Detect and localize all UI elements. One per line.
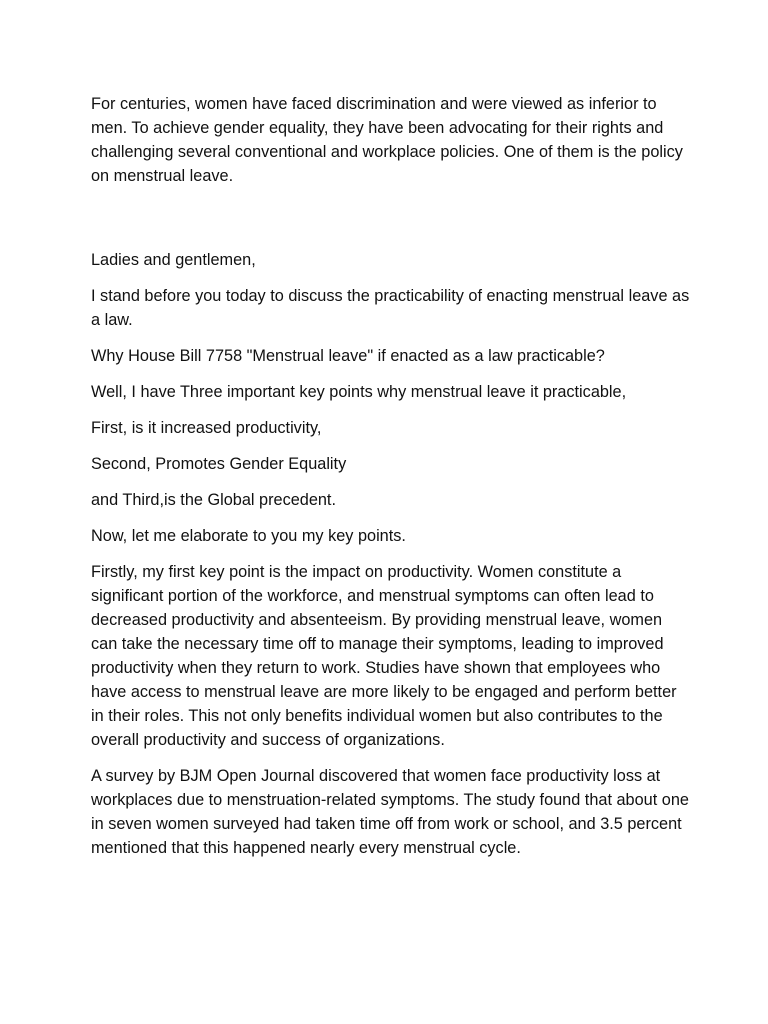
second-point-paragraph: Second, Promotes Gender Equality <box>91 455 347 473</box>
third-point-paragraph: and Third,is the Global precedent. <box>91 491 336 509</box>
paragraph-spacer <box>91 188 691 248</box>
question-paragraph: Why House Bill 7758 "Menstrual leave" if enacted as a law practicable? <box>91 347 605 365</box>
survey-paragraph: A survey by BJM Open Journal discovered that women face productivity loss at workplaces due to menstruation-related symptoms. The study found that about one in seven women surveyed had taken time off from work or school, and 3.5 percent mentioned that this happened nearly every menstrual cycle. <box>91 767 689 857</box>
document-page <box>91 92 691 872</box>
elaborate-paragraph: Now, let me elaborate to you my key points. <box>91 527 406 545</box>
key-points-intro-paragraph: Well, I have Three important key points why menstrual leave it practicable, <box>91 383 627 401</box>
first-point-paragraph: First, is it increased productivity, <box>91 419 322 437</box>
productivity-paragraph: Firstly, my first key point is the impact on productivity. Women constitute a significant portion of the workforce, and menstrual symptoms can often lead to decreased productivity and absenteeism. By providing menstrual leave, women can take the necessary time off to manage their symptoms, leading to improved productivity when they return to work. Studies have shown that employees who have access to menstrual leave are more likely to be engaged and perform better in their roles. This not only benefits individual women but also contributes to the overall productivity and success of organizations. <box>91 563 677 749</box>
purpose-paragraph: I stand before you today to discuss the practicability of enacting menstrual leave as a law. <box>91 287 690 329</box>
greeting-paragraph: Ladies and gentlemen, <box>91 251 256 269</box>
intro-paragraph: For centuries, women have faced discrimination and were viewed as inferior to men. To achieve gender equality, they have been advocating for their rights and challenging several conventional and workplace policies. One of them is the policy on menstrual leave. <box>91 95 683 185</box>
